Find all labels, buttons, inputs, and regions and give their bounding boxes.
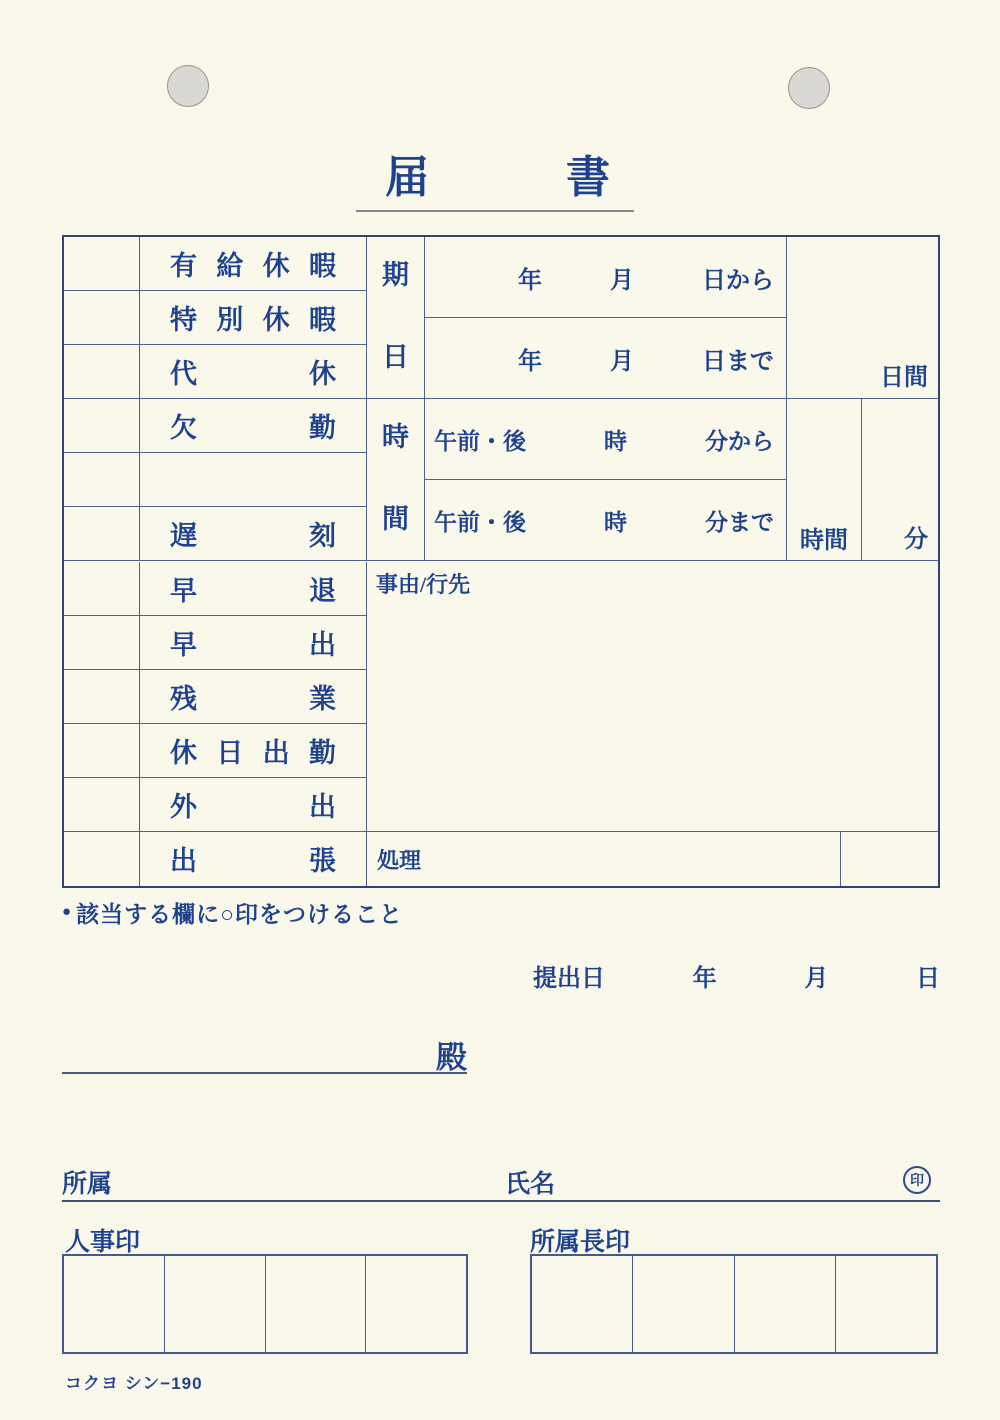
- mark-cell[interactable]: [64, 832, 140, 886]
- signature-line[interactable]: [62, 1165, 940, 1202]
- processing-extra-cell[interactable]: [841, 832, 938, 886]
- stamp-cell[interactable]: [836, 1256, 936, 1352]
- department-label: 所属: [62, 1171, 113, 1198]
- category-label: 遅 刻: [140, 507, 367, 561]
- submission-label: 提出日: [533, 966, 605, 992]
- stamp-cell[interactable]: [735, 1256, 836, 1352]
- mark-cell[interactable]: [64, 291, 140, 345]
- period-from-year-label: 年: [518, 267, 542, 294]
- time-header: 時 間: [367, 399, 425, 561]
- period-to-year-label: 年: [518, 348, 542, 375]
- period-to-cell[interactable]: [425, 318, 787, 399]
- title-underline: [356, 210, 634, 212]
- category-label: 早 退: [140, 562, 367, 616]
- category-label: 欠 勤: [140, 399, 367, 453]
- name-label: 氏名: [505, 1171, 556, 1198]
- stamp-cell[interactable]: [633, 1256, 734, 1352]
- manager-stamp-grid: [530, 1254, 938, 1354]
- category-label: 特 別 休 暇: [140, 291, 367, 345]
- mark-cell[interactable]: [64, 724, 140, 778]
- period-to-day-label: 日まで: [702, 348, 774, 375]
- punch-hole-left: [167, 65, 209, 107]
- hours-total-cell[interactable]: [787, 399, 862, 561]
- note-text: 該当する欄に○印をつけること: [76, 902, 403, 927]
- days-unit-label: 日間: [880, 365, 928, 391]
- mark-cell[interactable]: [64, 399, 140, 453]
- punch-hole-right: [788, 67, 830, 109]
- stamp-cell[interactable]: [266, 1256, 367, 1352]
- stamp-cell[interactable]: [64, 1256, 165, 1352]
- mark-cell[interactable]: [64, 562, 140, 616]
- category-label: 有 給 休 暇: [140, 237, 367, 291]
- mark-cell[interactable]: [64, 453, 140, 507]
- category-label: 休 日 出 勤: [140, 724, 367, 778]
- submission-day-label: 日: [915, 966, 940, 992]
- submission-month-label: 月: [804, 966, 829, 992]
- category-label: 代 休: [140, 345, 367, 399]
- reason-cell[interactable]: [367, 561, 938, 832]
- bullet-icon: ●: [62, 904, 73, 920]
- time-from-cell[interactable]: [425, 399, 787, 480]
- form-title: 届 書: [385, 153, 610, 202]
- minutes-unit-label: 分: [904, 527, 928, 553]
- period-to-month-label: 月: [610, 348, 634, 375]
- processing-label: 処理: [377, 847, 422, 873]
- addressee-field[interactable]: [62, 1036, 467, 1074]
- mark-cell[interactable]: [64, 778, 140, 832]
- time-from-minute-label: 分から: [705, 428, 774, 454]
- time-from-hour-label: 時: [604, 428, 627, 454]
- reason-label: 事由/行先: [376, 572, 471, 597]
- mark-cell[interactable]: [64, 237, 140, 291]
- request-table: [62, 235, 940, 888]
- submission-date-row: [533, 958, 940, 993]
- category-label: [140, 453, 367, 507]
- note: [62, 896, 403, 929]
- mark-cell[interactable]: [64, 507, 140, 561]
- time-to-hour-label: 時: [604, 509, 627, 535]
- stamp-cell[interactable]: [366, 1256, 466, 1352]
- category-label: 早 出: [140, 616, 367, 670]
- product-code: コクヨ シン−190: [65, 1374, 203, 1393]
- mark-cell[interactable]: [64, 345, 140, 399]
- hr-stamp-grid: [62, 1254, 468, 1354]
- period-from-cell[interactable]: [425, 237, 787, 318]
- time-from-ampm-label: 午前・後: [434, 428, 526, 454]
- mark-cell[interactable]: [64, 616, 140, 670]
- mark-cell[interactable]: [64, 670, 140, 724]
- time-to-ampm-label: 午前・後: [434, 509, 526, 535]
- hr-stamp-label: 人事印: [65, 1229, 141, 1256]
- time-to-cell[interactable]: [425, 480, 787, 561]
- minutes-total-cell[interactable]: [862, 399, 938, 561]
- category-label: 外 出: [140, 778, 367, 832]
- period-from-day-label: 日から: [702, 267, 774, 294]
- period-from-month-label: 月: [610, 267, 634, 294]
- seal-mark[interactable]: 印: [903, 1166, 931, 1194]
- addressee-suffix: 殿: [436, 1040, 467, 1075]
- stamp-cell[interactable]: [165, 1256, 266, 1352]
- stamp-cell[interactable]: [532, 1256, 633, 1352]
- days-total-cell[interactable]: [787, 237, 938, 399]
- manager-stamp-label: 所属長印: [530, 1229, 631, 1256]
- hours-unit-label: 時間: [800, 528, 848, 554]
- category-label: 残 業: [140, 670, 367, 724]
- processing-cell[interactable]: [367, 832, 841, 886]
- time-to-minute-label: 分まで: [705, 509, 774, 535]
- period-header: 期 日: [367, 237, 425, 399]
- submission-year-label: 年: [692, 966, 717, 992]
- category-label: 出 張: [140, 832, 367, 886]
